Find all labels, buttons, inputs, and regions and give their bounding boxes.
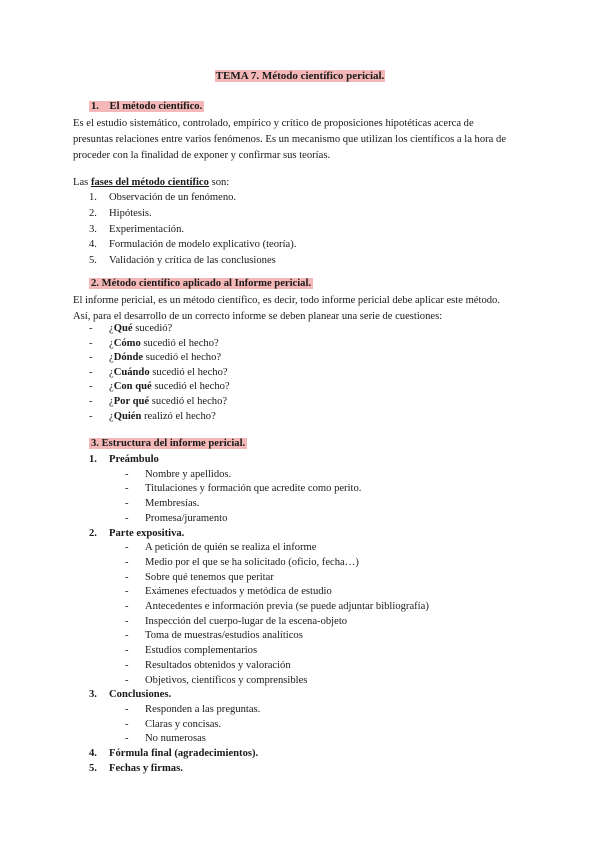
list-item: 2. Parte expositiva.: [89, 527, 185, 539]
list-item: 5. Validación y crítica de las conclusiones: [89, 255, 276, 267]
list-item: - Exámenes efectuados y metódica de estudio: [125, 586, 332, 598]
list-item: - Membresías.: [125, 498, 200, 510]
list-item: 3. Conclusiones.: [89, 689, 172, 701]
section1-heading: 1. El método científico.: [91, 101, 203, 112]
list-item: - Objetivos, científicos y comprensibles: [125, 674, 308, 686]
list-item: - Medio por el que se ha solicitado (oficio, fecha…): [125, 556, 359, 568]
fases-intro: Las fases del método científico son:: [73, 177, 230, 188]
list-item: - ¿Cuándo sucedió el hecho?: [89, 366, 228, 378]
list-item: 1. Observación de un fenómeno.: [89, 192, 237, 203]
section2-heading: 2. Método científico aplicado al Informe pericial.: [91, 278, 312, 289]
list-item: - Antecedentes e información previa (se puede adjuntar bibliografía): [125, 601, 429, 613]
list-item: 4. Fórmula final (agradecimientos).: [89, 748, 259, 760]
list-item: - Titulaciones y formación que acredite como perito.: [125, 483, 362, 495]
list-item: - ¿Con qué sucedió el hecho?: [89, 381, 230, 393]
list-item: - Promesa/juramento: [125, 512, 228, 524]
list-item: - Responden a las preguntas.: [125, 703, 261, 715]
list-item: - ¿Cómo sucedió el hecho?: [89, 337, 219, 349]
questions-list: [89, 322, 230, 424]
list-item: - Claras y concisas.: [125, 718, 222, 730]
list-item: - Estudios complementarios: [125, 645, 258, 657]
list-item: - No numerosas: [125, 733, 206, 745]
list-item: 3. Experimentación.: [89, 223, 185, 235]
list-item: - Inspección del cuerpo-lugar de la escena-objeto: [125, 615, 348, 627]
list-item: - Nombre y apellidos.: [125, 468, 232, 480]
list-item: - ¿Dónde sucedió el hecho?: [89, 352, 222, 364]
list-item: 1. Preámbulo: [89, 454, 159, 465]
list-item: - Sobre qué tenemos que peritar: [125, 571, 274, 583]
structure-list: [89, 453, 429, 776]
list-item: - A petición de quién se realiza el informe: [125, 542, 317, 554]
page-title: TEMA 7. Método científico pericial.: [215, 70, 385, 82]
list-item: 5. Fechas y firmas.: [89, 762, 183, 774]
list-item: 2. Hipótesis.: [89, 207, 152, 219]
list-item: - ¿Por qué sucedió el hecho?: [89, 395, 228, 407]
fases-list: [89, 190, 296, 269]
list-item: - ¿Qué sucedió?: [89, 323, 173, 334]
section3-heading: 3. Estructura del informe pericial.: [91, 438, 246, 449]
list-item: - Resultados obtenidos y valoración: [125, 659, 291, 671]
list-item: - Toma de muestras/estudios analíticos: [125, 630, 303, 642]
section1-paragraph: Es el estudio sistemático, controlado, empírico y crítico de proposiciones hipotéticas acerca de presuntas relaciones entre varios fenómenos. Es un mecanismo que utilizan los científicos a la hora de proceder con la finalidad de exponer y confirmar sus teorías.: [73, 118, 507, 161]
list-item: - ¿Quién realizó el hecho?: [89, 410, 216, 422]
list-item: 4. Formulación de modelo explicativo (teoría).: [89, 239, 297, 251]
section2-paragraph: El informe pericial, es un método científico, es decir, todo informe pericial debe aplicar este método. Así, para el desarrollo de un correcto informe se deben planear una serie de cuestiones:: [73, 295, 500, 322]
